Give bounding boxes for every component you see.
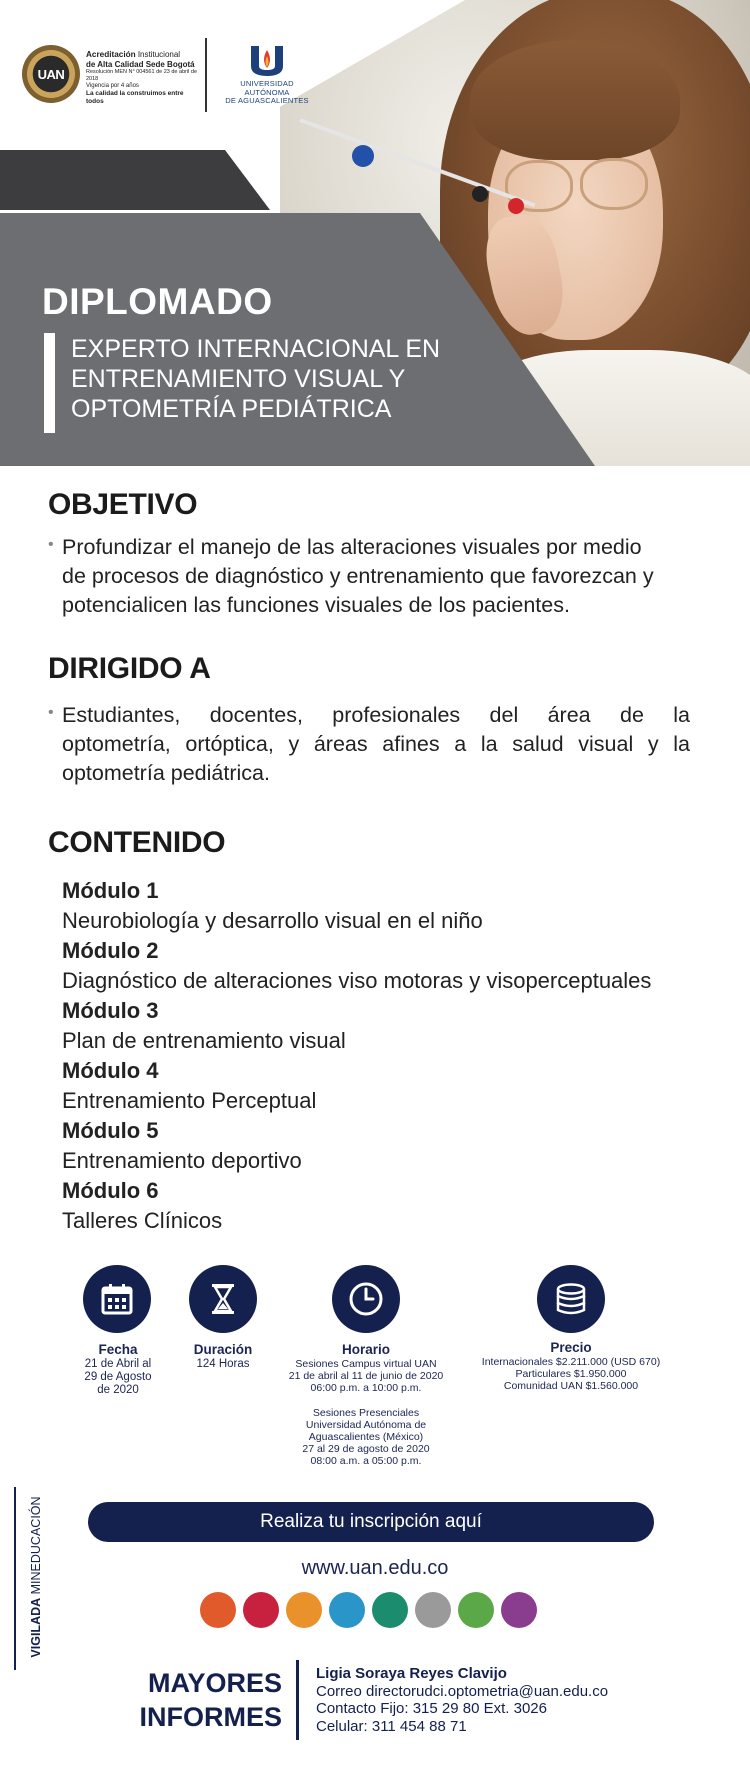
module-desc: Entrenamiento Perceptual bbox=[62, 1088, 317, 1113]
register-button[interactable]: Realiza tu inscripción aquí bbox=[88, 1502, 654, 1542]
uaa-name: UNIVERSIDAD AUTÓNOMA DE AGUASCALIENTES bbox=[225, 79, 309, 105]
accreditation-text: Acreditación Institucional de Alta Calidad Sede Bogotá Resolución MEN N° 004561 de 23 de abril de 2018 Vigencia por 4 años La calidad la construimos entre todos bbox=[86, 50, 198, 105]
module-desc: Talleres Clínicos bbox=[62, 1208, 223, 1233]
color-dot bbox=[329, 1592, 365, 1628]
coins-icon bbox=[537, 1265, 605, 1333]
color-dot bbox=[415, 1592, 451, 1628]
clock-icon bbox=[332, 1265, 400, 1333]
website-link[interactable]: www.uan.edu.co bbox=[301, 1557, 449, 1579]
module-title: Módulo 4 bbox=[62, 1058, 159, 1083]
hero-banner bbox=[0, 0, 750, 466]
module-desc: Diagnóstico de alteraciones viso motoras y visoperceptuales bbox=[62, 968, 652, 993]
module-title: Módulo 2 bbox=[62, 938, 159, 963]
module-title: Módulo 1 bbox=[62, 878, 159, 903]
precio-info: Precio Internacionales $2.211.000 (USD 670) Particulares $1.950.000 Comunidad UAN $1.560.000 bbox=[481, 1340, 661, 1393]
module-desc: Neurobiología y desarrollo visual en el niño bbox=[62, 908, 483, 933]
module-title: Módulo 3 bbox=[62, 998, 159, 1023]
module-desc: Entrenamiento deportivo bbox=[62, 1148, 302, 1173]
mayores-informes-title: MAYORES INFORMES bbox=[139, 1668, 282, 1732]
uan-seal-logo: UAN bbox=[22, 45, 80, 103]
bullet-icon: • bbox=[48, 536, 54, 553]
hourglass-icon bbox=[189, 1265, 257, 1333]
horario-info: Horario Sesiones Campus virtual UAN 21 de abril al 11 de junio de 2020 06:00 p.m. a 10:00 p.m. Sesiones Presenciales Universidad Autónoma de Aguascalientes (México) 27 al 29 de agosto de 2020 08:00 a.m. a 05:00 p.m. bbox=[288, 1342, 444, 1468]
vigilada-mineducacion: VIGILADA MINEDUCACIÓN bbox=[29, 1496, 43, 1658]
color-dot bbox=[243, 1592, 279, 1628]
module-title: Módulo 5 bbox=[62, 1118, 159, 1143]
program-subtitle: EXPERTO INTERNACIONAL EN ENTRENAMIENTO VISUAL Y OPTOMETRÍA PEDIÁTRICA bbox=[71, 335, 441, 423]
duracion-info: Duración 124 Horas bbox=[193, 1342, 253, 1370]
color-dot bbox=[200, 1592, 236, 1628]
contact-email[interactable]: Correo directorudci.optometria@uan.edu.co bbox=[316, 1682, 609, 1700]
objetivo-text: Profundizar el manejo de las alteraciones visuales por medio de procesos de diagnóstico y entrenamiento que favorezcan y potencialicen las funciones visuales de los pacientes. bbox=[62, 535, 654, 617]
uaa-logo-icon bbox=[247, 44, 287, 80]
dirigido-heading: DIRIGIDO A bbox=[48, 652, 211, 685]
diplomado-title: DIPLOMADO bbox=[42, 281, 273, 322]
contenido-heading: CONTENIDO bbox=[48, 826, 226, 859]
module-title: Módulo 6 bbox=[62, 1178, 159, 1203]
color-dot bbox=[372, 1592, 408, 1628]
color-dot bbox=[501, 1592, 537, 1628]
contact-info: Ligia Soraya Reyes Clavijo Correo directorudci.optometria@uan.edu.co Contacto Fijo: 315 29 80 Ext. 3026 Celular: 311 454 88 71 bbox=[316, 1665, 609, 1735]
bullet-icon: • bbox=[48, 704, 54, 721]
module-desc: Plan de entrenamiento visual bbox=[62, 1028, 346, 1053]
color-dot bbox=[286, 1592, 322, 1628]
objetivo-heading: OBJETIVO bbox=[48, 488, 198, 521]
contact-phone: Contacto Fijo: 315 29 80 Ext. 3026 bbox=[316, 1700, 547, 1717]
color-dot bbox=[458, 1592, 494, 1628]
fecha-info: Fecha 21 de Abril al 29 de Agosto de 2020 bbox=[84, 1342, 152, 1396]
dirigido-text: Estudiantes, docentes, profesionales del área de la optometría, ortóptica, y áreas afines a la salud visual y la optometría pediátrica. bbox=[62, 703, 690, 785]
calendar-icon bbox=[83, 1265, 151, 1333]
module-list bbox=[62, 876, 722, 1236]
contact-cell: Celular: 311 454 88 71 bbox=[316, 1717, 467, 1735]
